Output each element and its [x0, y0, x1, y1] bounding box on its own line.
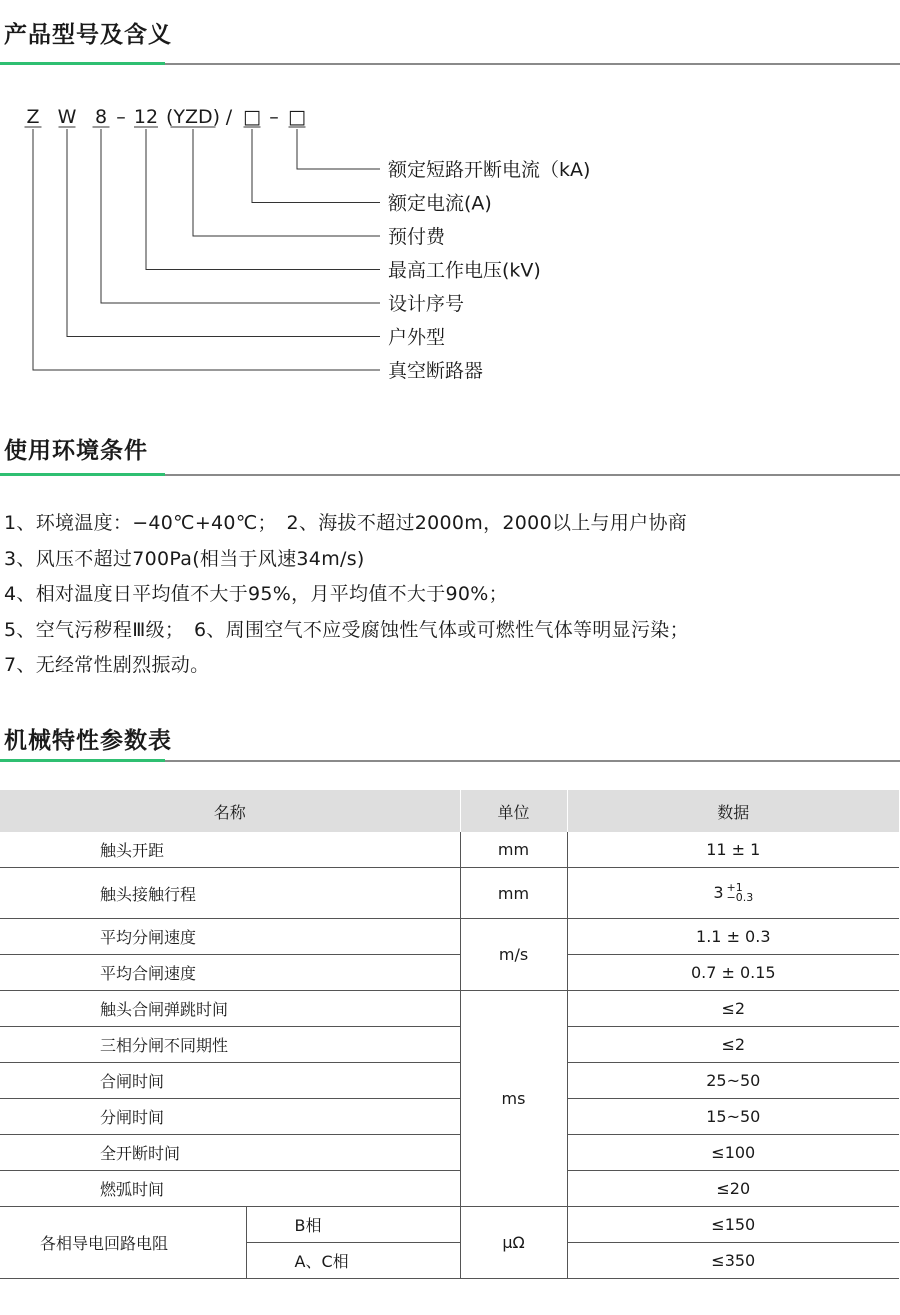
param-name: 各相导电回路电阻: [0, 1207, 246, 1279]
param-name: 触头开距: [0, 832, 460, 868]
param-value: 1.1 ± 0.3: [567, 919, 899, 955]
model-code-part: Z: [26, 106, 40, 128]
table-row: [0, 868, 899, 919]
model-meaning: 额定短路开断电流（kA): [388, 159, 591, 181]
table-header-row: [0, 790, 899, 832]
param-subname: B相: [246, 1207, 460, 1243]
leader-line: [101, 129, 380, 303]
divider-accent: [0, 62, 165, 65]
param-unit: mm: [460, 832, 567, 868]
param-value: 25~50: [567, 1063, 899, 1099]
tolerance: [727, 883, 754, 903]
param-name: 触头接触行程: [0, 868, 460, 919]
model-code-part: –: [269, 106, 279, 128]
param-value: [567, 868, 899, 919]
environment-item: 1、环境温度：−40℃+40℃； 2、海拔不超过2000m，2000以上与用户协商: [4, 512, 688, 534]
leader-line: [67, 129, 380, 337]
param-name: 三相分闸不同期性: [0, 1027, 460, 1063]
model-code-part: –: [116, 106, 126, 128]
table-row: [0, 1063, 899, 1099]
environment-item: 5、空气污秽程Ⅲ级； 6、周围空气不应受腐蚀性气体或可燃性气体等明显污染；: [4, 618, 689, 641]
model-code-part: 8: [94, 106, 108, 128]
header-name: 名称: [0, 790, 460, 832]
value-base: 3: [713, 882, 724, 902]
model-code-diagram: [0, 95, 900, 395]
param-unit: μΩ: [460, 1207, 567, 1279]
table-row: [0, 1099, 899, 1135]
table-row: [0, 919, 899, 955]
param-value: ≤350: [567, 1243, 899, 1279]
environment-list: [4, 506, 689, 684]
section-divider: [0, 474, 900, 476]
model-code-part: 12: [133, 106, 159, 128]
param-name: 分闸时间: [0, 1099, 460, 1135]
param-value: ≤100: [567, 1135, 899, 1171]
header-unit: 单位: [460, 790, 567, 832]
model-code-part: /: [225, 106, 233, 128]
table-row: [0, 832, 899, 868]
model-meaning: 最高工作电压(kV): [388, 259, 541, 282]
leader-line: [146, 129, 380, 270]
param-value: ≤2: [567, 1027, 899, 1063]
tolerance-minus: −0.3: [726, 891, 754, 905]
divider-accent: [0, 759, 165, 762]
model-meaning: 真空断路器: [388, 360, 484, 382]
leader-line: [252, 129, 380, 203]
param-name: 合闸时间: [0, 1063, 460, 1099]
table-row: [0, 955, 899, 991]
param-value: ≤20: [567, 1171, 899, 1207]
divider-accent: [0, 473, 165, 476]
model-code-part: (YZD): [165, 106, 221, 128]
param-name: 平均分闸速度: [0, 919, 460, 955]
environment-item: 4、相对温度日平均值不大于95%，月平均值不大于90%；: [4, 583, 508, 605]
header-value: 数据: [567, 790, 899, 832]
leader-line: [297, 129, 380, 169]
model-meaning: 额定电流(A): [388, 192, 492, 215]
table-row: [0, 991, 899, 1027]
section-divider: [0, 760, 900, 762]
model-meaning: 预付费: [388, 226, 446, 248]
param-value: ≤150: [567, 1207, 899, 1243]
model-code-part: W: [57, 106, 77, 128]
table-row: [0, 1135, 899, 1171]
param-value: 0.7 ± 0.15: [567, 955, 899, 991]
model-code-part: □: [243, 106, 261, 128]
param-name: 全开断时间: [0, 1135, 460, 1171]
param-unit: m/s: [460, 919, 567, 991]
param-unit: ms: [460, 991, 567, 1207]
model-code-part: □: [288, 106, 306, 128]
model-meaning: 设计序号: [388, 293, 465, 315]
param-name: 触头合闸弹跳时间: [0, 991, 460, 1027]
tolerance-plus: +1: [726, 881, 743, 895]
param-value: 11 ± 1: [567, 832, 899, 868]
param-unit: mm: [460, 868, 567, 919]
param-name: 燃弧时间: [0, 1171, 460, 1207]
param-name: 平均合闸速度: [0, 955, 460, 991]
section-title-model: 产品型号及含义: [4, 22, 172, 48]
leader-line: [33, 129, 380, 370]
section-divider: [0, 63, 900, 65]
table-row: [0, 1171, 899, 1207]
param-value: 15~50: [567, 1099, 899, 1135]
environment-item: 7、无经常性剧烈振动。: [4, 654, 210, 676]
mechanical-parameters-table: [0, 790, 899, 1279]
section-title-environment: 使用环境条件: [4, 438, 148, 464]
model-meaning: 户外型: [388, 326, 446, 349]
leader-line: [193, 129, 380, 236]
param-value: ≤2: [567, 991, 899, 1027]
environment-item: 3、风压不超过700Pa(相当于风速34m/s): [4, 547, 365, 570]
param-subname: A、C相: [246, 1243, 460, 1279]
table-row: [0, 1027, 899, 1063]
table-row: [0, 1207, 899, 1243]
section-title-mechanical: 机械特性参数表: [4, 728, 172, 754]
